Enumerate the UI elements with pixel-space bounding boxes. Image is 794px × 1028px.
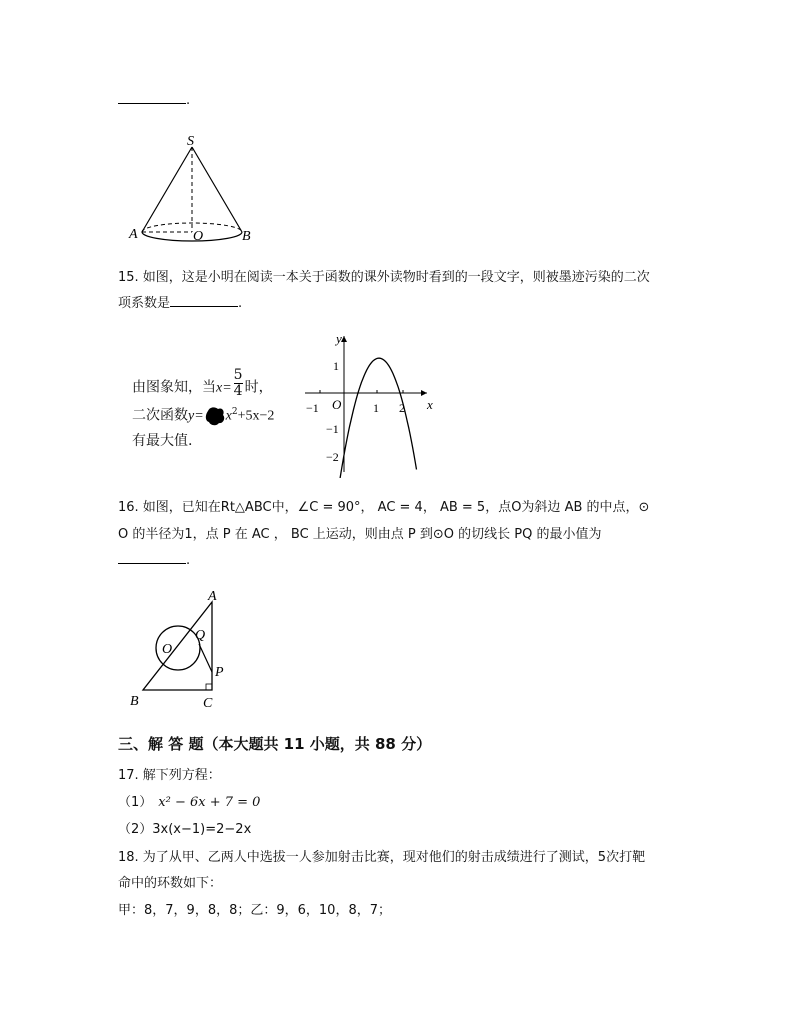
y-tick-label: −2 [326,450,339,464]
y-axis-label: y [336,331,342,346]
q17-part2: （2）3x(x−1)=2−2x [118,822,252,837]
q16-line3 [118,550,190,568]
text-segment: +5x−2 [237,408,275,424]
parabola-graph [295,330,445,478]
x-tick-label: −1 [306,401,319,415]
var-x2: x [225,408,232,424]
q15-line2-text: 项系数是 [118,296,171,311]
q15-box-line2 [132,402,274,427]
exponent: 2 [231,407,238,417]
q17-title: 17. 解下列方程： [118,768,221,783]
blank-line [118,550,186,564]
cone-edge-sb [192,147,242,232]
y-tick-label: 1 [333,359,339,373]
label-a: A [129,227,138,242]
origin-label: O [332,397,342,412]
blank-punct: . [186,93,191,108]
cone-figure [125,130,260,245]
q16-line2: O 的半径为1，点 P 在 AC ， BC 上运动，则由点 P 到⊙O 的切线长 PQ 的最小值为 [118,527,602,542]
part-label: （1） [118,795,153,810]
var-y: y= [188,408,204,424]
tangent-pq [199,644,212,672]
cone-edge-sa [142,147,192,232]
text-segment: 时， [244,379,273,396]
x-tick-label: 2 [399,401,405,415]
q15-line2 [118,292,242,311]
text-segment: 由图象知，当 [132,379,216,396]
fraction-numerator: 5 [233,367,243,383]
x-tick-label: 1 [373,401,379,415]
blank-line [170,293,238,307]
label-o: O [162,642,173,657]
q15-box-line1 [132,367,274,399]
q18-line3: 甲：8，7，9，8，8；乙：9，6，10，8，7； [118,903,391,918]
y-tick-label: −1 [326,422,339,436]
equation: x² − 6x + 7 = 0 [158,795,261,810]
q16-line1: 16. 如图，已知在Rt△ABC中，∠C = 90°， AC = 4， AB = 5，点O为斜边 AB 的中点，⊙ [118,500,650,515]
label-q: Q [195,628,206,643]
fraction [234,368,243,399]
q15-textbox [132,367,275,451]
section-heading: 三、解 答 题（本大题共 11 小题，共 88 分） [118,735,432,753]
q18-line1: 18. 为了从甲、乙两人中选拔一人参加射击比赛，现对他们的射击成绩进行了测试，5次打靶 [118,850,646,865]
text-segment: 二次函数 [132,407,188,424]
var-x: x= [216,380,232,396]
blank-line [118,90,186,104]
label-a: A [208,589,217,604]
q18-line2: 命中的环数如下： [118,876,223,891]
triangle-abc [143,602,212,690]
triangle-figure [125,588,235,713]
label-o: O [193,229,204,244]
label-p: P [215,665,224,680]
label-b: B [242,229,251,244]
cone-base-front [142,232,242,241]
q15-box-line3: 有最大值. [132,432,193,449]
label-b: B [130,694,139,709]
q15-line1: 15. 如图，这是小明在阅读一本关于函数的课外读物时看到的一段文字，则被墨迹污染的二次 [118,270,650,285]
fraction-denominator: 4 [233,383,243,399]
blank-punct: . [186,553,191,568]
right-angle-mark [206,684,212,690]
parabola-curve [338,358,417,478]
answer-blank-q14 [118,90,190,108]
ink-blot-icon [204,405,226,427]
label-c: C [203,696,213,711]
q17-part1 [118,791,260,810]
blank-punct: . [238,296,243,311]
label-s: S [187,134,194,149]
x-axis-label: x [427,397,433,412]
